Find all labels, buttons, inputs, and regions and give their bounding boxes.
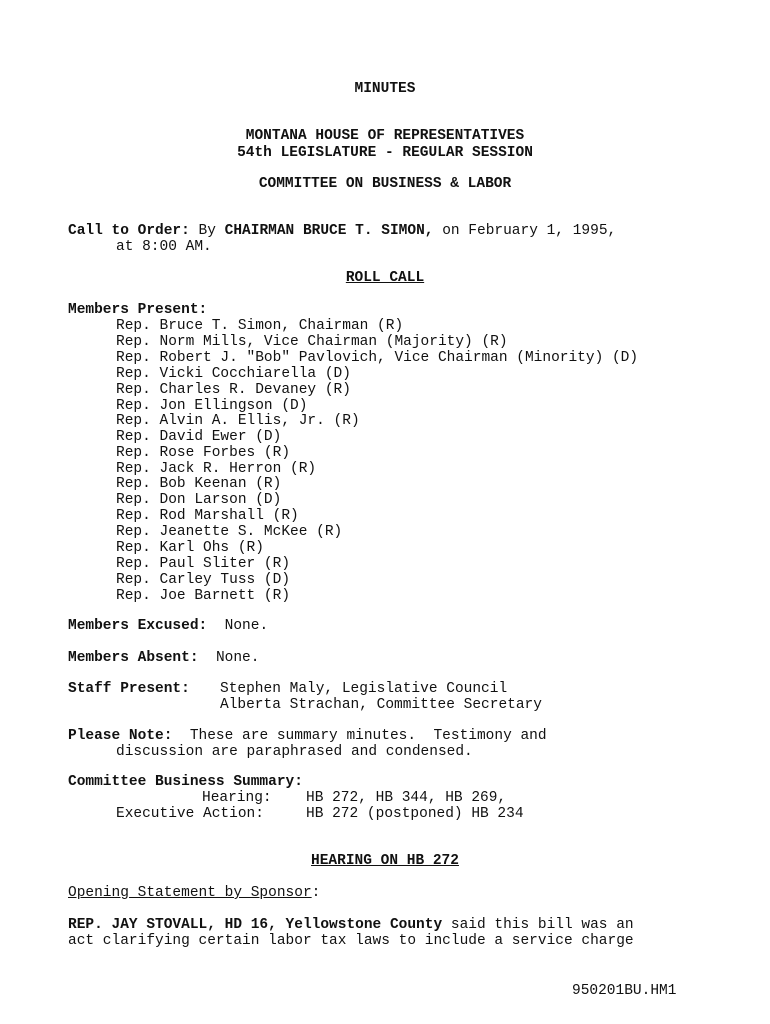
hearing-heading: HEARING ON HB 272 — [311, 853, 459, 869]
body-name: MONTANA HOUSE OF REPRESENTATIVES — [245, 128, 525, 144]
session-name: 54th LEGISLATURE - REGULAR SESSION — [237, 145, 533, 161]
please-note-line2: discussion are paraphrased and condensed. — [116, 744, 473, 760]
committee-name: COMMITTEE ON BUSINESS & LABOR — [258, 176, 512, 192]
members-absent-value: None. — [215, 650, 260, 666]
sponsor-name: REP. JAY STOVALL, HD 16, Yellowstone County — [68, 917, 443, 933]
document-id: 950201BU.HM1 — [572, 983, 677, 999]
members-excused — [68, 618, 268, 634]
member-item: Rep. Joe Barnett (R) — [116, 588, 291, 604]
business-summary-label: Committee Business Summary: — [68, 774, 303, 790]
staff-member: Alberta Strachan, Committee Secretary — [220, 697, 542, 713]
member-item: Rep. Vicki Cocchiarella (D) — [116, 366, 351, 382]
member-item: Rep. Karl Ohs (R) — [116, 540, 264, 556]
member-item: Rep. Carley Tuss (D) — [116, 572, 291, 588]
executive-action-bills: HB 272 (postponed) HB 234 — [306, 806, 524, 822]
member-item: Rep. Paul Sliter (R) — [116, 556, 291, 572]
members-absent-label: Members Absent: — [68, 650, 199, 666]
call-to-order-label: Call to Order: — [68, 223, 190, 239]
member-item: Rep. Bob Keenan (R) — [116, 476, 282, 492]
members-excused-label: Members Excused: — [68, 618, 208, 634]
staff-present-label: Staff Present: — [68, 681, 190, 697]
member-item: Rep. Alvin A. Ellis, Jr. (R) — [116, 413, 360, 429]
member-item: Rep. Jon Ellingson (D) — [116, 398, 308, 414]
chairman-name: CHAIRMAN BRUCE T. SIMON, — [224, 223, 434, 239]
member-item: Rep. Norm Mills, Vice Chairman (Majority) (R) — [116, 334, 508, 350]
please-note — [68, 728, 547, 744]
members-absent — [68, 650, 259, 666]
sponsor-statement — [68, 917, 634, 933]
hearing-bills: HB 272, HB 344, HB 269, — [306, 790, 507, 806]
document-title: MINUTES — [354, 81, 416, 97]
call-time: at 8:00 AM. — [116, 239, 212, 255]
opening-statement-heading — [68, 885, 320, 901]
executive-action-label: Executive Action: — [116, 806, 264, 822]
member-item: Rep. Rod Marshall (R) — [116, 508, 299, 524]
please-note-line1: These are summary minutes. Testimony and — [189, 728, 547, 744]
please-note-label: Please Note: — [68, 728, 173, 744]
call-date: on February 1, 1995, — [442, 223, 617, 239]
member-item: Rep. Robert J. "Bob" Pavlovich, Vice Chairman (Minority) (D) — [116, 350, 639, 366]
members-present-label: Members Present: — [68, 302, 208, 318]
call-to-order-by: By — [198, 223, 216, 239]
hearing-label: Hearing: — [202, 790, 272, 806]
opening-statement-colon: : — [311, 885, 321, 901]
member-item: Rep. David Ewer (D) — [116, 429, 282, 445]
member-item: Rep. Don Larson (D) — [116, 492, 282, 508]
opening-statement-label: Opening Statement by Sponsor — [68, 885, 312, 901]
roll-call-heading: ROLL CALL — [345, 270, 425, 286]
staff-member: Stephen Maly, Legislative Council — [220, 681, 508, 697]
member-item: Rep. Charles R. Devaney (R) — [116, 382, 351, 398]
sponsor-text-2: act clarifying certain labor tax laws to include a service charge — [68, 933, 634, 949]
member-item: Rep. Bruce T. Simon, Chairman (R) — [116, 318, 404, 334]
member-item: Rep. Jack R. Herron (R) — [116, 461, 317, 477]
sponsor-text-1: said this bill was an — [450, 917, 634, 933]
call-to-order — [68, 223, 616, 239]
member-item: Rep. Rose Forbes (R) — [116, 445, 291, 461]
members-excused-value: None. — [224, 618, 269, 634]
member-item: Rep. Jeanette S. McKee (R) — [116, 524, 343, 540]
